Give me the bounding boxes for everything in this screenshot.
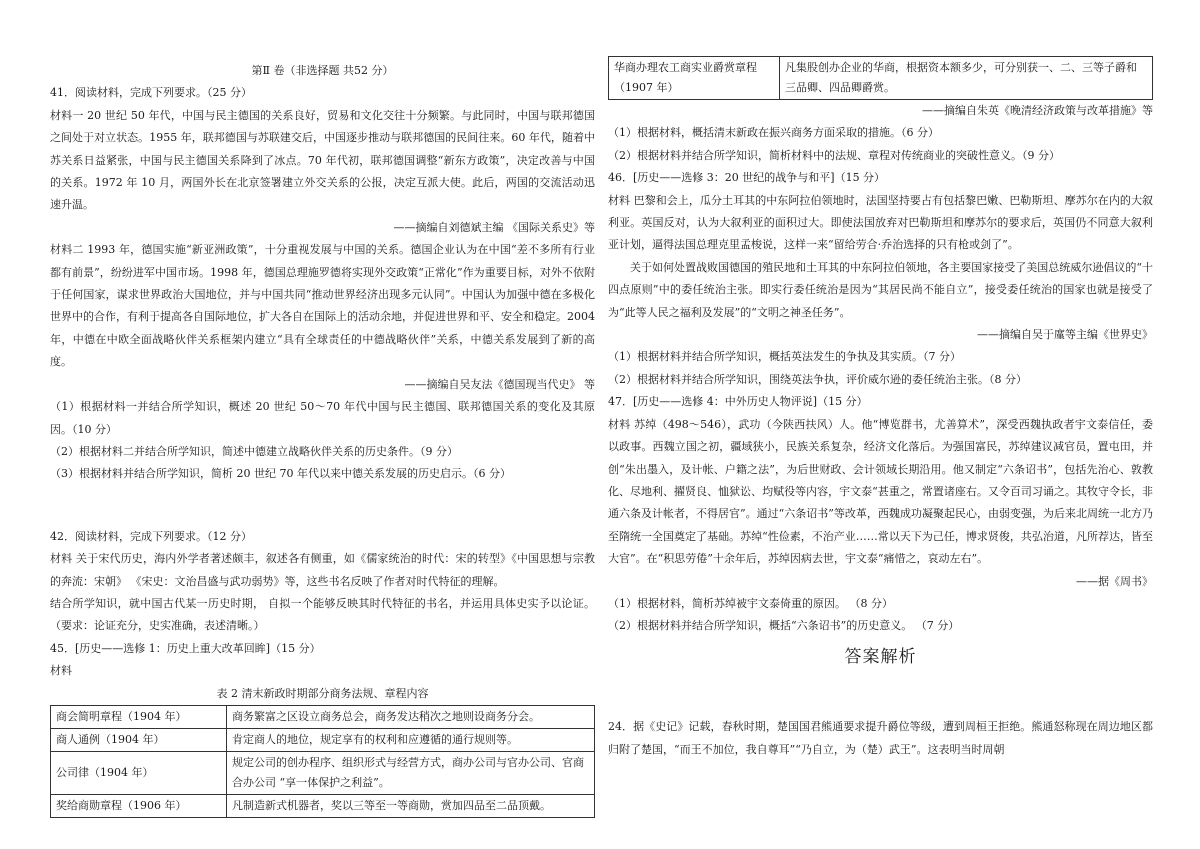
q47-sub-1: （1）根据材料，简析苏绰被宇文泰倚重的原因。 （8 分） (608, 596, 893, 610)
right-column (608, 56, 1153, 761)
q41-material-1: 材料一 20 世纪 50 年代，中国与民主德国的关系良好，贸易和文化交往十分频繁。与此同时，中国与联邦德国之间处于对立状态。1955 年，联邦德国与苏联建交后，中国逐步推动与联邦德国的民间往来。60 年代，随着中苏关系日益紧张，中国与民主德国关系降到了冰点。70 年代初，联邦德国调整“新东方政策”，决定改善与中国的关系。1972 年 10 月，两国外长在北京签署建立外交关系的公报，决定互派大使。此后，两国的交流活动迅速升温。 (50, 108, 595, 212)
q41-sub-1: （1）根据材料一并结合所学知识，概述 20 世纪 50～70 年代中国与民主德国、联邦德国关系的变化及其原因。（10 分） (50, 400, 595, 436)
q46-material-p2: 关于如何处置战败国德国的殖民地和土耳其的中东阿拉伯领地，各主要国家接受了美国总统威尔逊倡议的“十四点原则”中的委任统治主张。即实行委任统治是因为“其居民尚不能自立”，接受委任统治的国家也就是接受了为“此等人民之福利及发展”的“文明之神圣任务”。 (608, 260, 1153, 319)
table-cell: 规定公司的创办程序、组织形式与经营方式，商办公司与官办公司、官商合办公司 “享一体保护之利益”。 (227, 751, 595, 794)
q46-source: ——摘编自吴于廑等主编《世界史》 (977, 328, 1153, 342)
table-cell: 凡制造新式机器者，奖以三等至一等商勋，赏加四品至二品顶戴。 (227, 794, 595, 817)
q41-material-1-source: ——摘编自刘德斌主编 《国际关系史》等 (393, 220, 595, 234)
table-cell: 华商办理农工商实业爵赏章程（1907 年） (609, 57, 780, 100)
table-row (51, 794, 595, 817)
answer-section-title: 答案解析 (844, 646, 917, 667)
q47-stem: 47．[历史——选修 4：中外历史人物评说]（15 分） (608, 395, 868, 409)
section-title: 第Ⅱ 卷（非选择题 共52 分） (251, 64, 394, 77)
left-column (50, 60, 595, 818)
table-cell: 商人通例（1904 年） (51, 728, 227, 751)
q45-sub-1: （1）根据材料，概括清末新政在振兴商务方面采取的措施。（6 分） (608, 126, 939, 140)
q47-source: ——据《周书》 (1076, 574, 1153, 588)
q45-material-label: 材料 (50, 664, 72, 678)
table-row (51, 728, 595, 751)
q41-sub-3: （3）根据材料并结合所学知识，简析 20 世纪 70 年代以来中德关系发展的历史启示。（6 分） (50, 467, 511, 481)
table-row (51, 705, 595, 728)
regulations-table (50, 705, 595, 818)
table-row (51, 751, 595, 794)
q41-material-2-source: ——摘编自吴友法《德国现当代史》 等 (404, 377, 595, 391)
q47-sub-2: （2）根据材料并结合所学知识，概括“六条诏书”的历史意义。 （7 分） (608, 619, 960, 633)
q42-stem: 42．阅读材料，完成下列要求。（12 分） (50, 529, 252, 543)
table-cell: 肯定商人的地位，规定享有的权利和应遵循的通行规则等。 (227, 728, 595, 751)
table-cell: 公司律（1904 年） (51, 751, 227, 794)
regulations-table-continued (608, 56, 1153, 100)
q42-material: 材料 关于宋代历史，海内外学者著述颇丰，叙述各有侧重，如《儒家统治的时代：宋的转型》《中国思想与宗教的奔流：宋朝》 《宋史：文治昌盛与武功弱势》等，这些书名反映了作者对时代特征的理解。 (50, 552, 595, 588)
q45-sub-2: （2）根据材料并结合所学知识，简析材料中的法规、章程对传统商业的突破性意义。（9 分） (608, 148, 1060, 162)
table-source: ——摘编自朱英《晚清经济政策与改革措施》等 (922, 104, 1153, 117)
q41-stem: 41．阅读材料，完成下列要求。（25 分） (50, 86, 252, 100)
table-cell: 商务繁富之区设立商务总会，商务发达稍次之地则设商务分会。 (227, 705, 595, 728)
q41-sub-2: （2）根据材料二并结合所学知识，简述中德建立战略伙伴关系的历史条件。（9 分） (50, 444, 458, 458)
table-caption: 表 2 清末新政时期部分商务法规、章程内容 (216, 686, 429, 700)
table-cell: 商会简明章程（1904 年） (51, 705, 227, 728)
q41-material-2: 材料二 1993 年，德国实施“新亚洲政策”，十分重视发展与中国的关系。德国企业认为在中国“差不多所有行业都有前景”，纷纷进军中国市场。1998 年，德国总理施罗德将实现外交政策“正常化”作为重要目标，对外不依附于任何国家，谋求世界政治大国地位，并与中国共同“推动世界经济出现多元认同”。中国认为加强中德在多极化世界中的合作，有利于提高各自国际地位，扩大各自在国际上的活动余地，并促进世界和平、安全和稳定。2004 年，中德在中欧全面战略伙伴关系框架内建立“具有全球责任的中德战略伙伴”关系，中德关系发展到了新的高度。 (50, 243, 595, 369)
table-cell: 奖给商勋章程（1906 年） (51, 794, 227, 817)
table-row (609, 57, 1153, 100)
q42-requirement: 结合所学知识，就中国古代某一历史时期， 自拟一个能够反映其时代特征的书名，并运用具体史实予以论证。（要求：论证充分，史实准确，表述清晰。） (50, 596, 595, 633)
q46-sub-2: （2）根据材料并结合所学知识，围绕英法争执，评价威尔逊的委任统治主张。（8 分） (608, 372, 1027, 386)
q45-stem: 45．[历史——选修 1：历史上重大改革回眸]（15 分） (50, 641, 321, 655)
q46-stem: 46．[历史——选修 3：20 世纪的战争与和平]（15 分） (608, 171, 886, 185)
q46-material: 材料 巴黎和会上，瓜分土耳其的中东阿拉伯领地时，法国坚持要占有包括黎巴嫩、巴勒斯坦、摩苏尔在内的大叙利亚。英国反对，认为大叙利亚的面积过大。即使法国放弃对巴勒斯坦和摩苏尔的要求后，英国仍不同意大叙利亚计划，逼得法国总理克里孟梭说，这样一来“留给劳合·乔治选择的只有枪或剑了”。 (608, 193, 1153, 252)
q47-material: 材料 苏绰（498～546），武功（今陕西扶风）人。他“博览群书，尤善算术”，深受西魏执政者宇文泰信任，委以政事。西魏立国之初，疆域狭小，民族关系复杂，经济文化落后。为强国富民，苏绰建议减官员，置屯田，并创“朱出墨入，及计帐、户籍之法”，为后世财政、会计领域长期沿用。他又制定“六条诏书”，包括先治心、敦教化、尽地利、擢贤良、恤狱讼、均赋役等内容，宇文泰“甚重之，常置诸座右。又令百司习诵之。其牧守令长，非通六条及计帐者，不得居官”。通过“六条诏书”等改革，西魏成功凝聚起民心，由弱变强，为后来北周统一北方乃至隋统一全国奠定了基础。苏绰“性俭素，不治产业……常以天下为己任，博求贤俊，共弘治道，凡所荐达，皆至大官”。在“积思劳倦”十余年后，苏绰因病去世，宇文泰“痛惜之，哀动左右”。 (608, 417, 1153, 566)
table-cell: 凡集股创办企业的华商，根据资本额多少，可分别获一、二、三等子爵和三品卿、四品卿爵赏。 (780, 57, 1153, 100)
answer-24: 24．据《史记》记载，春秋时期，楚国国君熊通要求提升爵位等级，遭到周桓王拒绝。熊通怒称现在周边地区都归附了楚国，“而王不加位，我自尊耳”“乃自立，为（楚）武王”。这表明当时周朝 (608, 720, 1153, 756)
q46-sub-1: （1）根据材料并结合所学知识，概括英法发生的争执及其实质。（7 分） (608, 350, 961, 364)
